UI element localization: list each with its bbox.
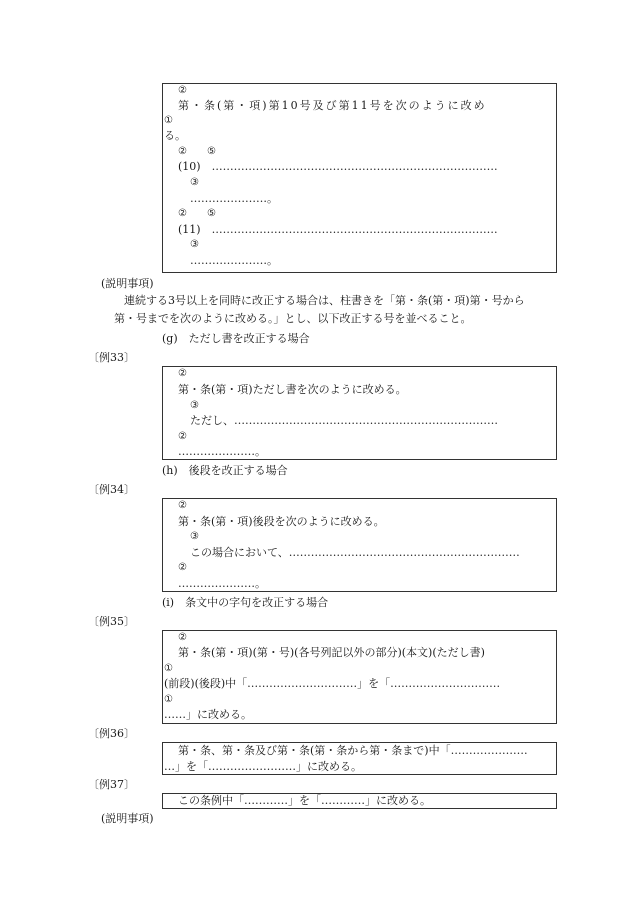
circled-mark: ② [178, 632, 187, 643]
example-text: この条例中「…………」を「…………」に改める。 [178, 794, 431, 807]
example-text: …………………。 [178, 445, 266, 458]
amendment-text: る。 [164, 129, 186, 142]
circled-mark: ③ [190, 531, 199, 542]
item-11-continuation: …………………。 [190, 254, 278, 267]
circled-mark: ② [178, 431, 187, 442]
circled-mark: ③ [190, 177, 199, 188]
example-label: 〔例37〕 [88, 778, 135, 791]
explanation-text: 連続する3号以上を同時に改正する場合は、柱書きを「第・条(第・項)第・号から [124, 294, 525, 307]
example-text: ただし、……………………………………………………………… [190, 414, 498, 427]
circled-mark: ② ⑤ [178, 146, 216, 157]
circled-mark: ② ⑤ [178, 208, 216, 219]
circled-mark: ① [164, 663, 173, 674]
example-text: …」を「……………………」に改める。 [164, 760, 362, 773]
section-heading-g: (g) ただし書を改正する場合 [162, 332, 310, 345]
explanation-text: 第・号までを次のように改める。」とし、以下改正する号を並べること。 [114, 312, 472, 325]
section-heading-h: (h) 後段を改正する場合 [162, 464, 288, 477]
example-text: 第・条(第・項)ただし書を次のように改める。 [178, 383, 407, 396]
amendment-text: 第・条(第・項)第10号及び第11号を次のように改め [178, 99, 487, 112]
circled-mark: ① [164, 115, 173, 126]
example-text: (前段)(後段)中「…………………………」を「………………………… [164, 677, 501, 690]
example-text: 第・条、第・条及び第・条(第・条から第・条まで)中「………………… [178, 744, 528, 757]
circled-mark: ① [164, 694, 173, 705]
explanation-heading: (説明事項) [101, 812, 154, 825]
example-label: 〔例36〕 [88, 727, 135, 740]
example-label: 〔例34〕 [88, 483, 135, 496]
example-text: ……」に改める。 [164, 708, 252, 721]
circled-mark: ② [178, 500, 187, 511]
section-heading-i: (i) 条文中の字句を改正する場合 [162, 596, 329, 609]
example-label: 〔例35〕 [88, 615, 135, 628]
item-10-text: (10) …………………………………………………………………… [178, 160, 498, 173]
example-text: この場合において、……………………………………………………… [190, 546, 520, 559]
circled-mark: ③ [190, 400, 199, 411]
example-text: 第・条(第・項)(第・号)(各号列記以外の部分)(本文)(ただし書) [178, 646, 485, 659]
example-text: 第・条(第・項)後段を次のように改める。 [178, 515, 385, 528]
circled-mark: ② [178, 85, 187, 96]
item-11-text: (11) …………………………………………………………………… [178, 223, 498, 236]
item-10-continuation: …………………。 [190, 192, 278, 205]
circled-mark: ② [178, 368, 187, 379]
circled-mark: ③ [190, 239, 199, 250]
circled-mark: ② [178, 562, 187, 573]
example-label: 〔例33〕 [88, 351, 135, 364]
explanation-heading: (説明事項) [101, 277, 154, 290]
example-text: …………………。 [178, 577, 266, 590]
